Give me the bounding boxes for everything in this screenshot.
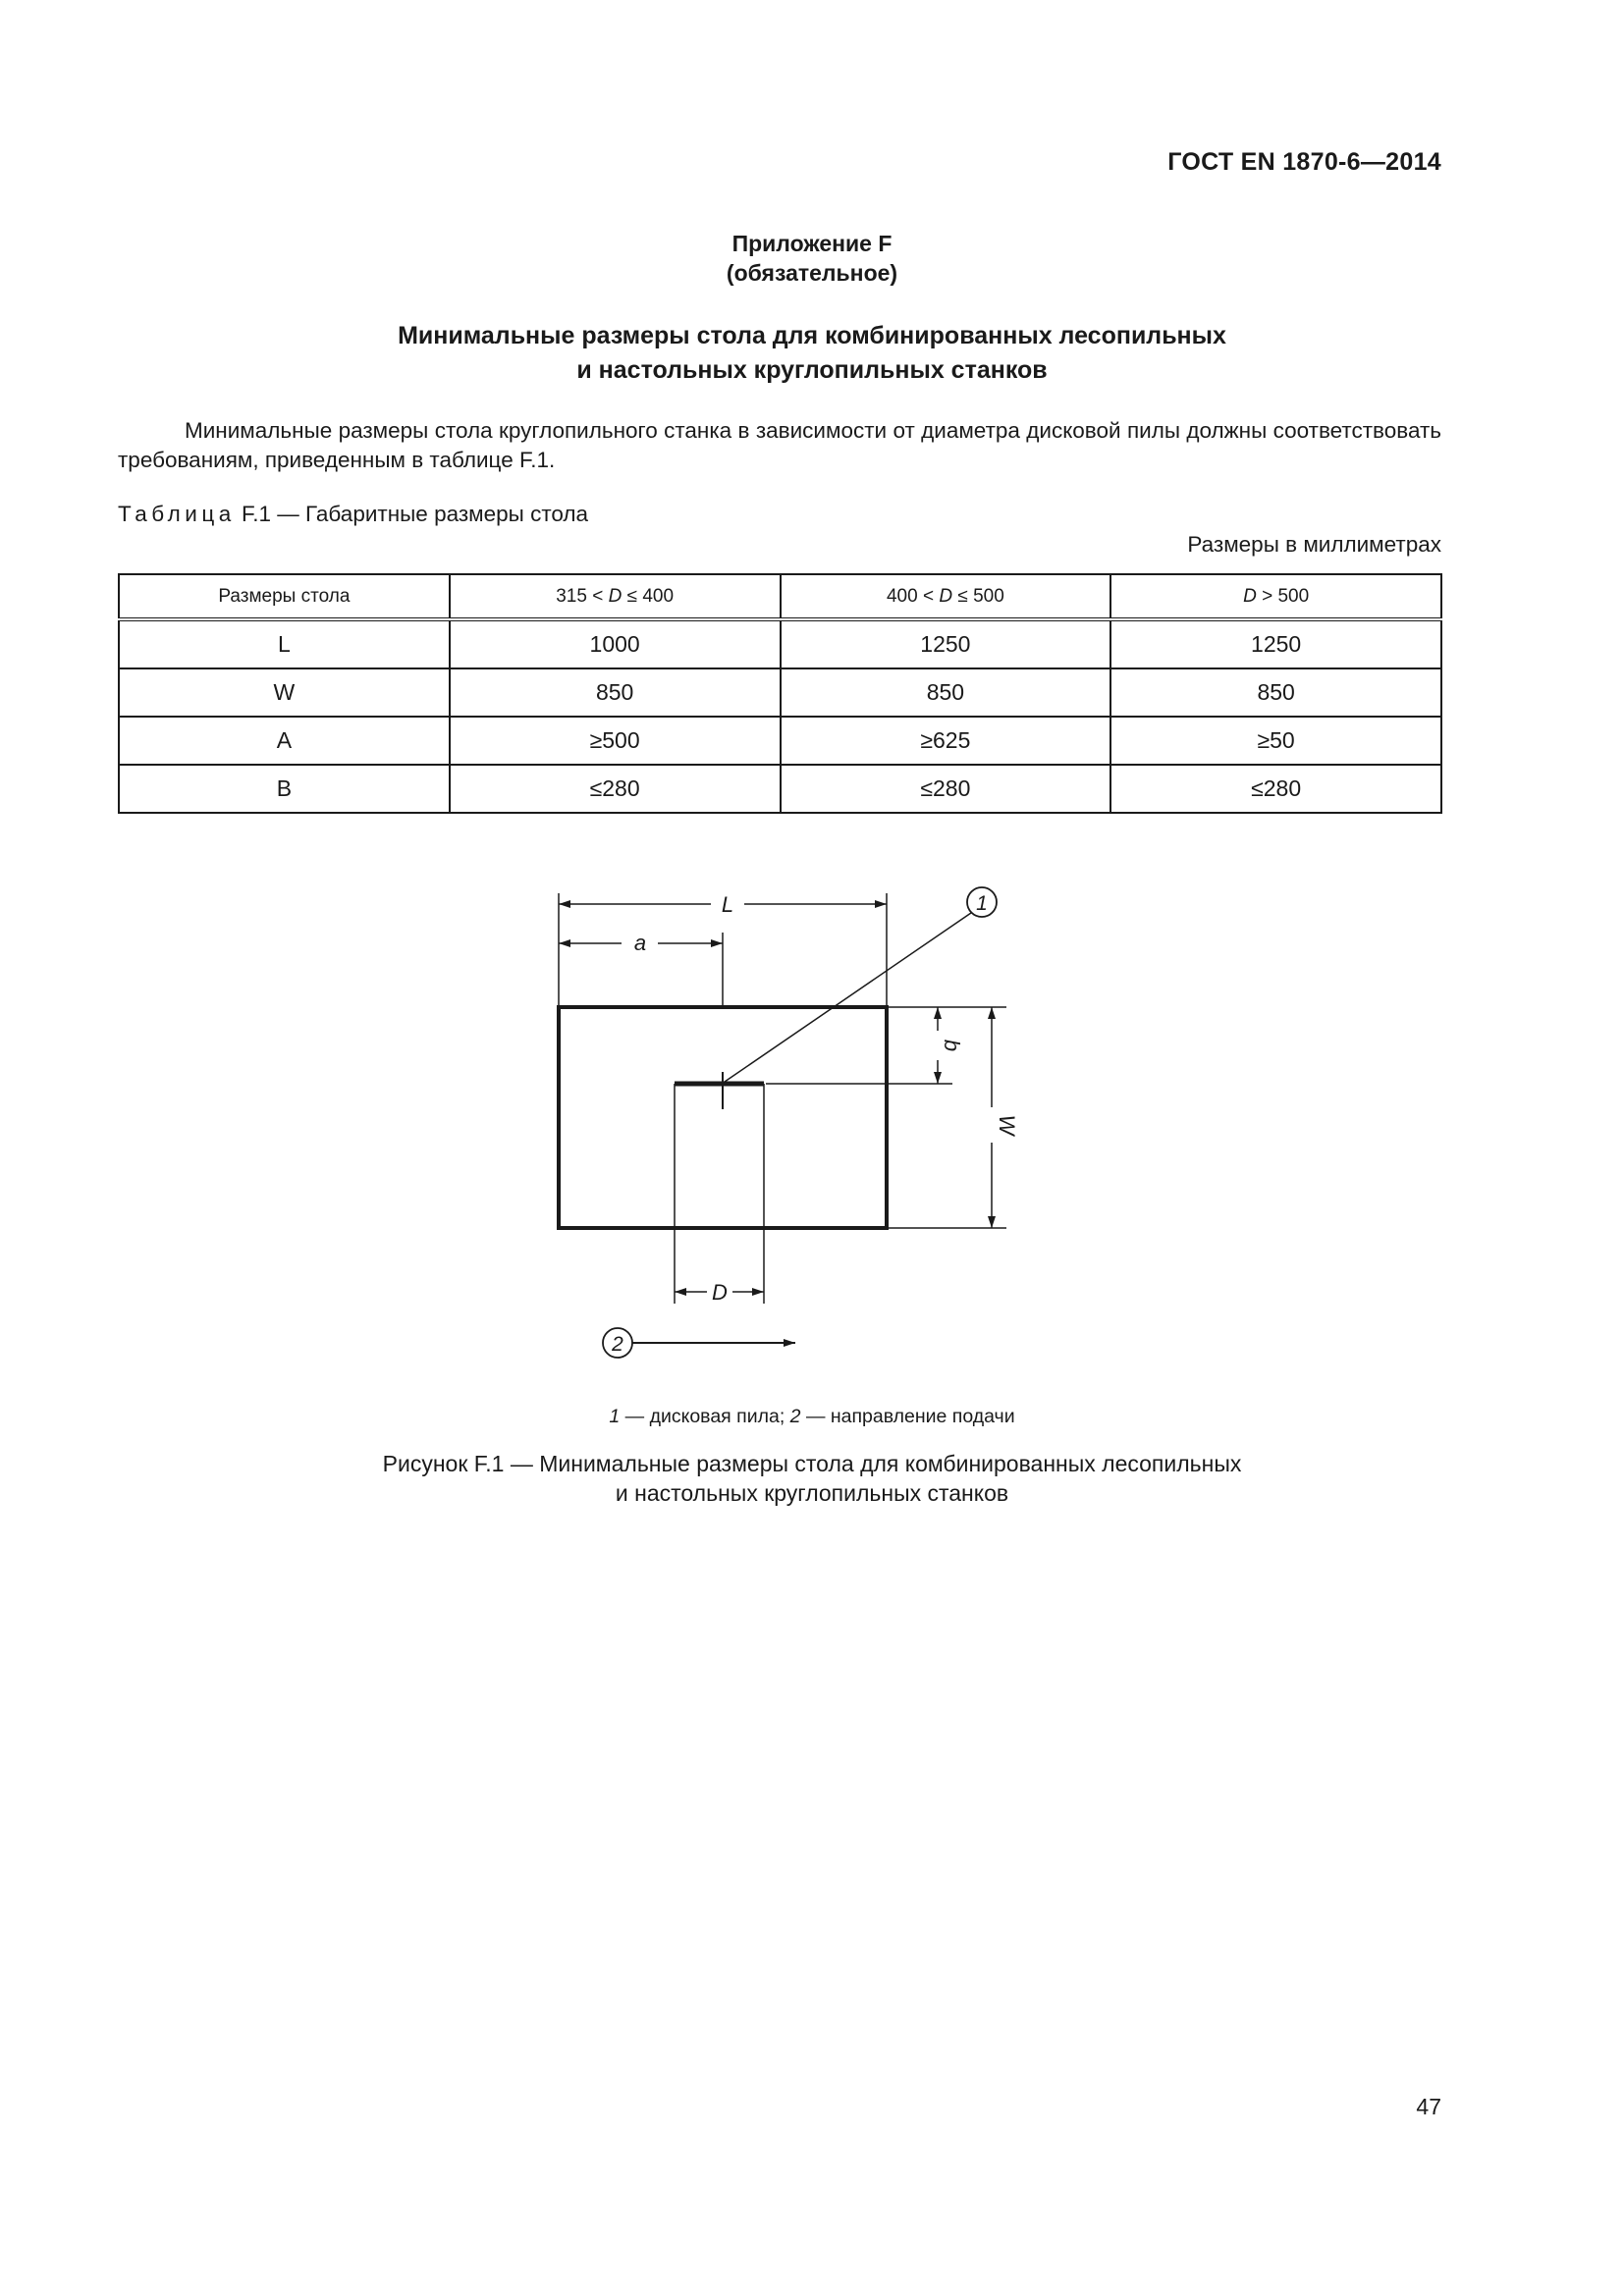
- table-caption-text: F.1 — Габаритные размеры стола: [235, 502, 589, 526]
- table-cell: W: [119, 668, 450, 717]
- title-line-2: и настольных круглопильных станков: [576, 356, 1048, 384]
- table-header-row: [119, 574, 1441, 619]
- header-cell: D > 500: [1110, 574, 1441, 619]
- table-cell: 850: [450, 668, 781, 717]
- table-caption: [118, 502, 588, 527]
- table-cell: ≤280: [450, 765, 781, 813]
- table-units: Размеры в миллиметрах: [1187, 532, 1441, 557]
- callout-1-leader: [725, 913, 971, 1082]
- table-caption-label: Таблица: [118, 502, 236, 526]
- table-outline: [559, 1007, 887, 1228]
- table-dimensions-figure: [540, 874, 1031, 1374]
- table-cell: ≥50: [1110, 717, 1441, 765]
- header-cell: 400 < D ≤ 500: [781, 574, 1111, 619]
- table-row: [119, 619, 1441, 668]
- table-cell: B: [119, 765, 450, 813]
- label-L: L: [721, 892, 734, 917]
- title-line-1: Минимальные размеры стола для комбинированных лесопильных: [398, 322, 1226, 349]
- figure-caption-line-2: и настольных круглопильных станков: [615, 1480, 1009, 1506]
- table-cell: A: [119, 717, 450, 765]
- table-cell: ≥625: [781, 717, 1111, 765]
- figure-legend: 1 — дисковая пила; 2 — направление подачи: [609, 1406, 1015, 1427]
- table-cell: 850: [781, 668, 1111, 717]
- callout-2-label: 2: [612, 1333, 623, 1356]
- table-cell: L: [119, 619, 450, 668]
- page-number: 47: [1416, 2094, 1441, 2119]
- appendix-status: (обязательное): [726, 260, 898, 286]
- figure-caption-line-1: Рисунок F.1 — Минимальные размеры стола для комбинированных лесопильных: [382, 1451, 1242, 1476]
- standard-designation: ГОСТ EN 1870-6—2014: [1167, 148, 1441, 176]
- appendix-title: Приложение F: [731, 231, 893, 256]
- table-cell: ≥500: [450, 717, 781, 765]
- header-cell: 315 < D ≤ 400: [450, 574, 781, 619]
- table-cell: 1250: [1110, 619, 1441, 668]
- dimensions-table: [118, 573, 1442, 814]
- table-cell: ≤280: [1110, 765, 1441, 813]
- table-cell: 850: [1110, 668, 1441, 717]
- table-row: [119, 765, 1441, 813]
- table-cell: 1250: [781, 619, 1111, 668]
- header-cell: Размеры стола: [119, 574, 450, 619]
- label-b: b: [940, 1039, 964, 1052]
- label-W: W: [995, 1114, 1019, 1136]
- table-cell: ≤280: [781, 765, 1111, 813]
- table-row: [119, 668, 1441, 717]
- figure-caption: [0, 1449, 1624, 1508]
- table-cell: 1000: [450, 619, 781, 668]
- appendix-heading: [0, 229, 1624, 288]
- document-title: [0, 319, 1624, 388]
- table-row: [119, 717, 1441, 765]
- callout-1-label: 1: [976, 892, 988, 915]
- intro-paragraph: Минимальные размеры стола круглопильного станка в зависимости от диаметра дисковой пилы должны соответствовать требованиям, приведенным в таблице F.1.: [118, 418, 1441, 472]
- label-D: D: [712, 1280, 728, 1305]
- label-a: a: [633, 931, 647, 955]
